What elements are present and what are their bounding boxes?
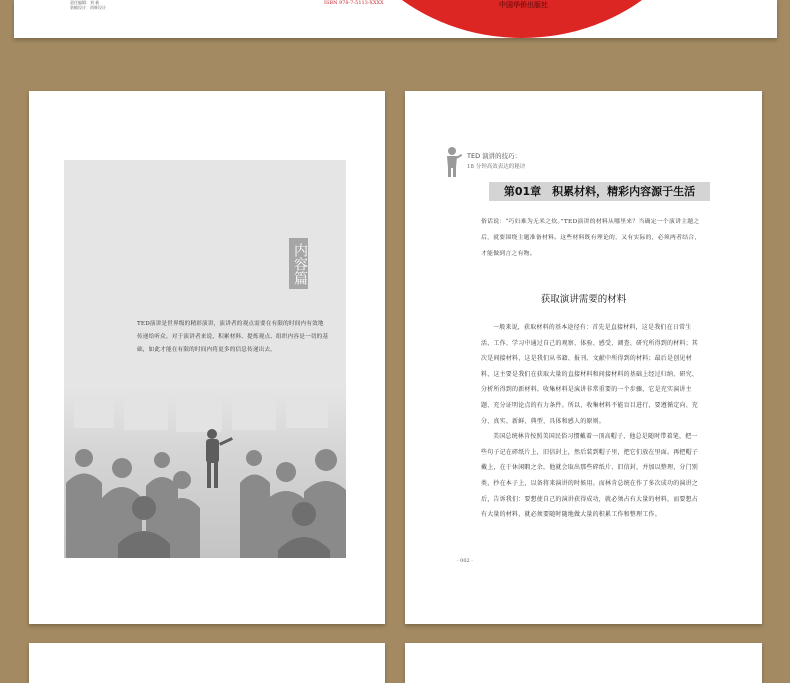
next-right-page bbox=[405, 643, 762, 683]
running-header-subtitle: 18 分钟高效表达的秘诀 bbox=[467, 164, 526, 170]
body-text bbox=[481, 320, 703, 523]
page-number: · 002 · bbox=[457, 558, 473, 564]
running-header-title: TED 演讲的技巧： bbox=[467, 152, 522, 160]
left-page bbox=[29, 91, 385, 624]
isbn-text: ISBN 978-7-5113-XXXX bbox=[324, 0, 384, 6]
designer-line: 装帧设计：尚辉设计 bbox=[70, 5, 106, 10]
section-intro-text: TED演讲是世界级的精彩演讲，演讲者的观点需要在有限的时间内有效地传递给听众。对于演讲者来说，积累材料、提炼观点、组织内容是一切的基础，如此才能在有限的时间内将更多的信息传递出去。 bbox=[137, 321, 329, 353]
next-left-page bbox=[29, 643, 385, 683]
right-page bbox=[405, 91, 762, 624]
section-label: 内容篇 bbox=[289, 238, 308, 289]
publisher-logo: 中国华侨出版社 bbox=[499, 0, 548, 9]
previous-spread bbox=[14, 0, 777, 38]
editor-line: 责任编辑：刘 新 bbox=[70, 0, 100, 5]
chapter-intro-text: 俗话说：“巧妇难为无米之炊。”TED演讲的材料从哪里来？当确定一个演讲主题之后，就要围绕主题准备材料。这些材料既有理论的，又有实际的，必须两者结合，才能做到言之有物。 bbox=[481, 219, 701, 257]
chapter-title: 第01章 积累材料，精彩内容源于生活 bbox=[489, 182, 710, 201]
body-paragraph: 美国总统林肯按照美国民俗习惯戴着一顶高帽子，他总是随时带着笔，把一些句子记在碎纸片上，旧信封上，然后装到帽子里，把它们放在里面。再把帽子戴上，在于休闲暇之余，他就会取出那些碎纸片、旧信封，并加以整理，分门别类，抄在本子上，以备将来演讲的时候用。而林肯总统在作了多次成功的演讲之后，告诉我们：要想使自己的演讲获得成功，就必须占有大量的材料，而要想占有大量的材料，就必须要随时随地做大量的积累工作和整理工作。 bbox=[481, 433, 699, 519]
section-heading: 获取演讲需要的材料 bbox=[540, 294, 627, 305]
audience-photo bbox=[64, 388, 346, 558]
section-cover-panel bbox=[64, 160, 346, 558]
speaker-silhouette-icon bbox=[441, 146, 463, 178]
body-paragraph: 一般来说，获取材料的基本途径有：首先是直接材料，这是我们在日常生活、工作、学习中通过自己的观察、体验、感受、调查、研究所得到的材料；其次是间接材料，这是我们从书籍、报刊、文献中所得到的材料；最后是创见材料，这主要是我们在获取大量的直接材料和间接材料的基础上经过归纳、研究、分析所得到的新材料。收集材料是演讲非常重要的一个步骤，它是充实演讲主题、充分证明论点的有力条件。所以，收集材料不能盲目进行，要遵循定向、充分、真实、新鲜、典型、具体和感人的原则。 bbox=[481, 324, 699, 425]
